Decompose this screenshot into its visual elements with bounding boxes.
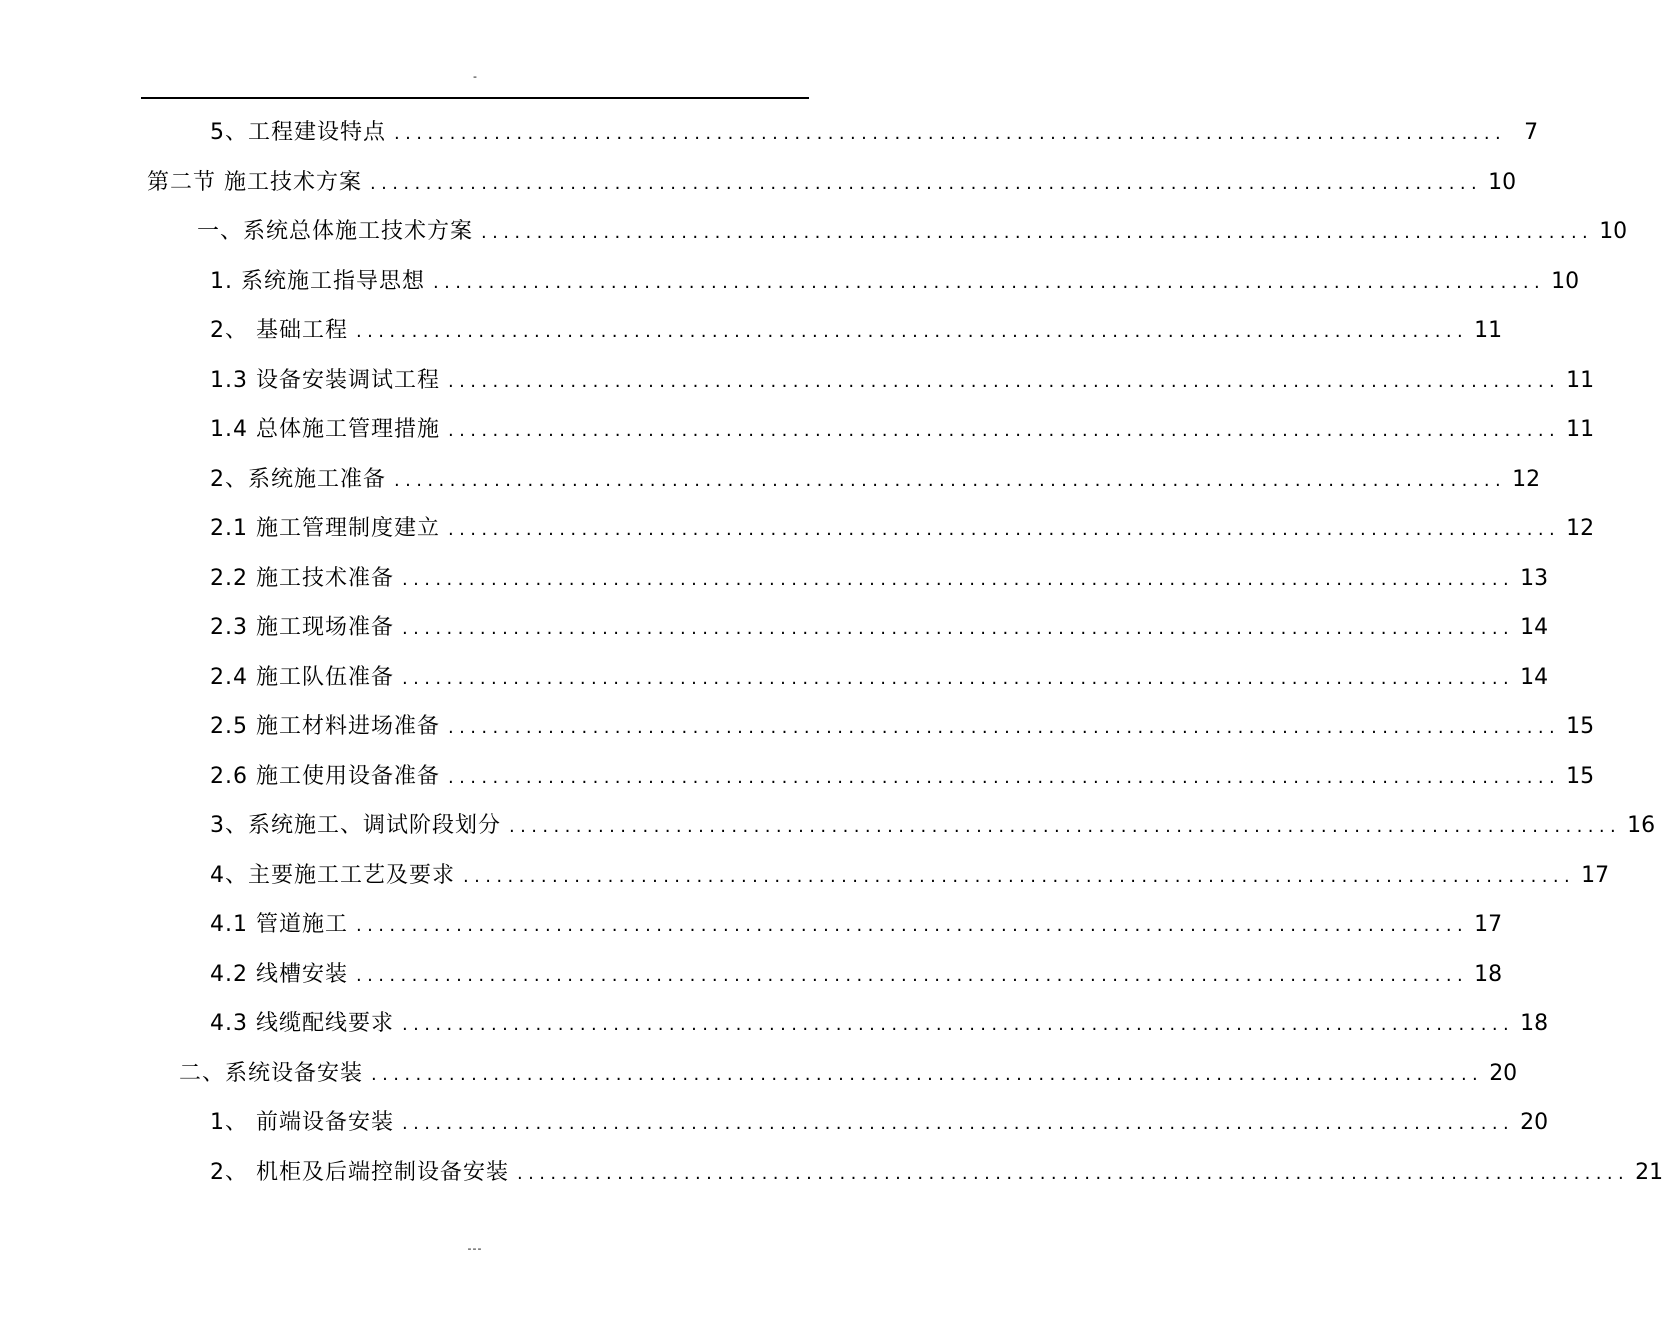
toc-page-number: 10	[1599, 219, 1628, 244]
toc-leader-dots: ....................................................................................................	[401, 618, 1515, 639]
toc-page-number: 18	[1520, 1011, 1549, 1036]
toc-entry-title: 2.1 施工管理制度建立	[210, 516, 440, 541]
toc-entry-title: 4.2 线槽安装	[210, 961, 348, 987]
toc-entry[interactable]	[0, 895, 1503, 939]
toc-leader-dots: ....................................................................................................	[355, 915, 1469, 936]
toc-leader-dots: ....................................................................................................	[356, 321, 1469, 342]
toc-entry[interactable]	[0, 153, 1517, 197]
toc-leader-dots: ....................................................................................................	[401, 568, 1515, 590]
toc-page-number: 21	[1635, 1159, 1663, 1185]
toc-leader-dots: ....................................................................................................	[401, 667, 1515, 689]
page-footer-mark: ---	[467, 1242, 483, 1255]
toc-entry-title: 1.4 总体施工管理措施	[210, 417, 440, 442]
toc-page-number: 14	[1520, 615, 1549, 640]
toc-page-number: 17	[1474, 912, 1503, 937]
toc-page-number: 10	[1551, 268, 1580, 294]
toc-entry-title: 1.3 设备安装调试工程	[210, 367, 440, 393]
toc-entry[interactable]	[0, 202, 1628, 246]
toc-leader-dots: ....................................................................................................	[371, 1063, 1484, 1085]
toc-leader-dots: ....................................................................................................	[447, 420, 1561, 441]
toc-entry[interactable]	[0, 1044, 1518, 1088]
toc-leader-dots: ....................................................................................................	[447, 717, 1561, 738]
toc-page-number: 20	[1489, 1060, 1518, 1086]
toc-page-number: 12	[1512, 466, 1541, 492]
toc-leader-dots: ....................................................................................................	[447, 370, 1561, 392]
toc-entry-title: 2.6 施工使用设备准备	[210, 763, 440, 789]
toc-leader-dots: ....................................................................................................	[394, 469, 1507, 491]
toc-leader-dots: ....................................................................................................	[370, 172, 1483, 194]
toc-entry-title: 1、 前端设备安装	[210, 1110, 394, 1135]
toc-leader-dots: ....................................................................................................	[355, 964, 1469, 986]
header-rule	[141, 97, 809, 99]
toc-entry-title: 2、 基础工程	[210, 318, 348, 343]
toc-entry-title: 2.5 施工材料进场准备	[210, 714, 440, 739]
toc-entry-title: 2.3 施工现场准备	[210, 615, 394, 640]
toc-entry-title: 2、 机柜及后端控制设备安装	[210, 1159, 509, 1185]
toc-entry[interactable]	[0, 1093, 1549, 1137]
toc-entry[interactable]	[0, 598, 1549, 642]
toc-entry-title: 2、系统施工准备	[210, 466, 386, 492]
toc-page-number: 12	[1566, 516, 1595, 541]
toc-entry[interactable]	[0, 994, 1549, 1038]
toc-entry[interactable]	[0, 103, 1539, 147]
toc-entry[interactable]	[0, 796, 1656, 840]
toc-entry-title: 第二节 施工技术方案	[147, 169, 362, 195]
toc-entry-title: 4.1 管道施工	[210, 912, 348, 937]
toc-entry[interactable]	[0, 351, 1595, 395]
toc-entry-title: 二、系统设备安装	[179, 1060, 364, 1086]
toc-leader-dots: ....................................................................................................	[394, 123, 1507, 144]
toc-entry[interactable]	[0, 697, 1595, 741]
toc-leader-dots: ....................................................................................................	[402, 1113, 1515, 1134]
toc-entry-title: 一、系统总体施工技术方案	[197, 219, 474, 244]
toc-entry-title: 1. 系统施工指导思想	[210, 268, 425, 294]
toc-entry[interactable]	[0, 846, 1610, 890]
toc-leader-dots: ....................................................................................................	[401, 1014, 1515, 1035]
toc-entry[interactable]	[0, 400, 1595, 444]
toc-page-number: 15	[1566, 763, 1595, 789]
toc-leader-dots: ....................................................................................................	[447, 766, 1561, 788]
toc-entry-title: 3、系统施工、调试阶段划分	[210, 813, 501, 838]
toc-page-number: 7	[1524, 120, 1539, 145]
toc-leader-dots: ....................................................................................................	[463, 865, 1576, 887]
toc-entry[interactable]	[0, 301, 1503, 345]
toc-leader-dots: ....................................................................................................	[432, 271, 1546, 293]
toc-page-number: 11	[1566, 417, 1595, 442]
toc-entry[interactable]	[0, 747, 1595, 791]
toc-page-number: 18	[1474, 961, 1503, 987]
toc-page-number: 13	[1520, 565, 1549, 591]
toc-page-number: 11	[1566, 367, 1595, 393]
toc-leader-dots: ....................................................................................................	[509, 816, 1622, 837]
page-header-mark: -	[473, 70, 477, 83]
toc-entry-title: 5、工程建设特点	[210, 120, 386, 145]
toc-entry-title: 2.4 施工队伍准备	[210, 664, 394, 690]
toc-page-number: 16	[1627, 813, 1656, 838]
toc-entry[interactable]	[0, 499, 1595, 543]
toc-page-number: 14	[1520, 664, 1549, 690]
toc-entry[interactable]	[0, 1143, 1663, 1187]
toc-page-number: 20	[1520, 1110, 1549, 1135]
toc-page-number: 15	[1566, 714, 1595, 739]
toc-entry-title: 4.3 线缆配线要求	[210, 1011, 394, 1036]
toc-leader-dots: ....................................................................................................	[481, 222, 1594, 243]
toc-entry[interactable]	[0, 945, 1503, 989]
toc-entry-title: 2.2 施工技术准备	[210, 565, 394, 591]
toc-page-number: 10	[1488, 169, 1517, 195]
toc-entry[interactable]	[0, 549, 1549, 593]
toc-entry[interactable]	[0, 450, 1541, 494]
toc-leader-dots: ....................................................................................................	[517, 1162, 1630, 1184]
toc-entry[interactable]	[0, 252, 1580, 296]
toc-page-number: 11	[1474, 318, 1503, 343]
toc-leader-dots: ....................................................................................................	[447, 519, 1561, 540]
toc-entry[interactable]	[0, 648, 1549, 692]
toc-page-number: 17	[1581, 862, 1610, 888]
toc-entry-title: 4、主要施工工艺及要求	[210, 862, 455, 888]
